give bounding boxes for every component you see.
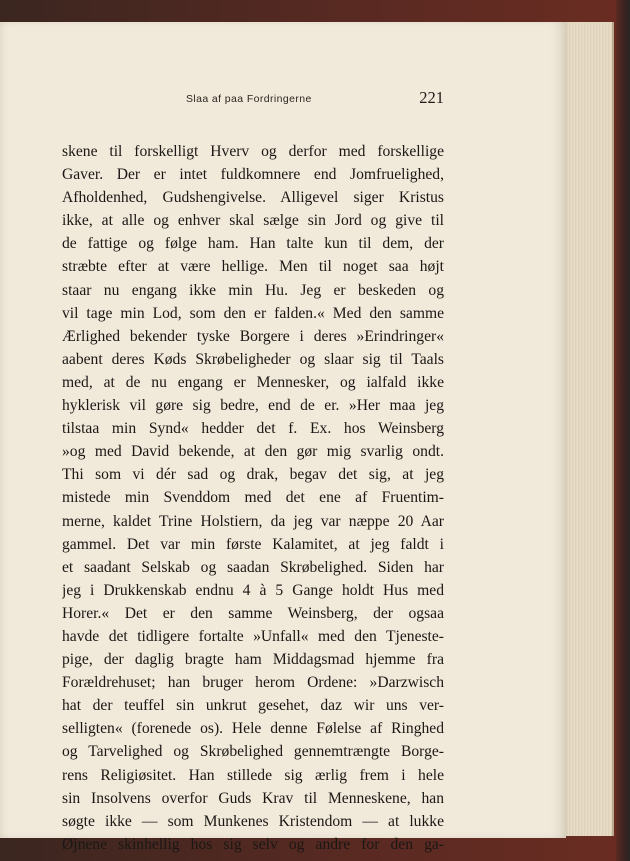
text-line: Afholdenhed, Gudshengivelse. Alligevel siger Kristus — [62, 189, 444, 207]
page-number: 221 — [419, 88, 444, 107]
text-line: tilstaa min Synd« hedder det f. Ex. hos Weinsberg — [62, 420, 444, 438]
page-edges — [560, 22, 614, 836]
text-line: merne, kaldet Trine Holstiern, da jeg var næppe 20 Aar — [62, 512, 444, 530]
text-line: med, at de nu engang er Mennesker, og ialfald ikke — [62, 373, 444, 391]
text-line: skene til forskelligt Hverv og derfor med forskellige — [62, 143, 444, 160]
text-line: pige, der daglig bragte ham Middagsmad hjemme fra — [62, 651, 444, 669]
text-line: et saadant Selskab og saadan Skrøbelighed. Siden har — [62, 558, 444, 576]
cover-edge — [616, 0, 630, 861]
text-line: jeg i Drukkenskab endnu 4 à 5 Gange holdt Hus med — [62, 581, 444, 599]
text-line: »og med David bekende, at den gør mig svarlig ondt. — [62, 443, 444, 461]
text-line: hyklerisk vil gøre sig bedre, end de er. »Her maa jeg — [62, 397, 444, 415]
text-line: Ærlighed bekender tyske Borgere i deres »Erindringer« — [62, 327, 444, 345]
text-line: Forældrehuset; han bruger herom Ordene: »Darzwisch — [62, 674, 444, 692]
text-line: hat der teuffel sin unkrut gesehet, daz wir uns ver- — [62, 697, 444, 715]
text-line: Horer.« Det er den samme Weinsberg, der ogsaa — [62, 604, 444, 622]
text-line: sin Insolvens overfor Guds Krav til Menneskene, han — [62, 789, 444, 807]
text-line: stræbte efter at være hellige. Men til noget saa højt — [62, 258, 444, 276]
text-line: de fattige og følge ham. Han talte kun til dem, der — [62, 235, 444, 253]
text-line: staar nu engang ikke min Hu. Jeg er beskeden og — [62, 281, 444, 299]
text-line: selligten« (forenede os). Hele denne Følelse af Ringhed — [62, 720, 444, 738]
text-line: søgte ikke — som Munkenes Kristendom — at lukke — [62, 812, 444, 830]
text-line: vil tage min Lod, som den er falden.« Med den samme — [62, 304, 444, 322]
text-line: Øjnene skinhellig hos sig selv og andre for den ga- — [62, 835, 444, 853]
body-text — [62, 140, 444, 856]
text-line: Gaver. Der er intet fuldkomnere end Jomfruelighed, — [62, 166, 444, 184]
text-line: ikke, at alle og enhver skal sælge sin Jord og give til — [62, 212, 444, 230]
text-line: havde det tidligere fortalte »Unfall« med den Tjeneste- — [62, 627, 444, 645]
text-line: aabent deres Køds Skrøbeligheder og slaar sig til Taals — [62, 350, 444, 368]
text-line: Thi som vi dér sad og drak, begav det sig, at jeg — [62, 466, 444, 484]
text-line: mistede min Svenddom med det ene af Fruentim- — [62, 489, 444, 507]
running-head: Slaa af paa Fordringerne — [186, 93, 312, 105]
text-line: og Tarvelighed og Skrøbelighed gennemtrængte Borge- — [62, 743, 444, 761]
text-line: gammel. Det var min første Kalamitet, at jeg faldt i — [62, 535, 444, 553]
book-page — [0, 22, 566, 853]
page-header — [62, 88, 444, 112]
text-line: rens Religiøsitet. Han stillede sig ærlig frem i hele — [62, 766, 444, 784]
